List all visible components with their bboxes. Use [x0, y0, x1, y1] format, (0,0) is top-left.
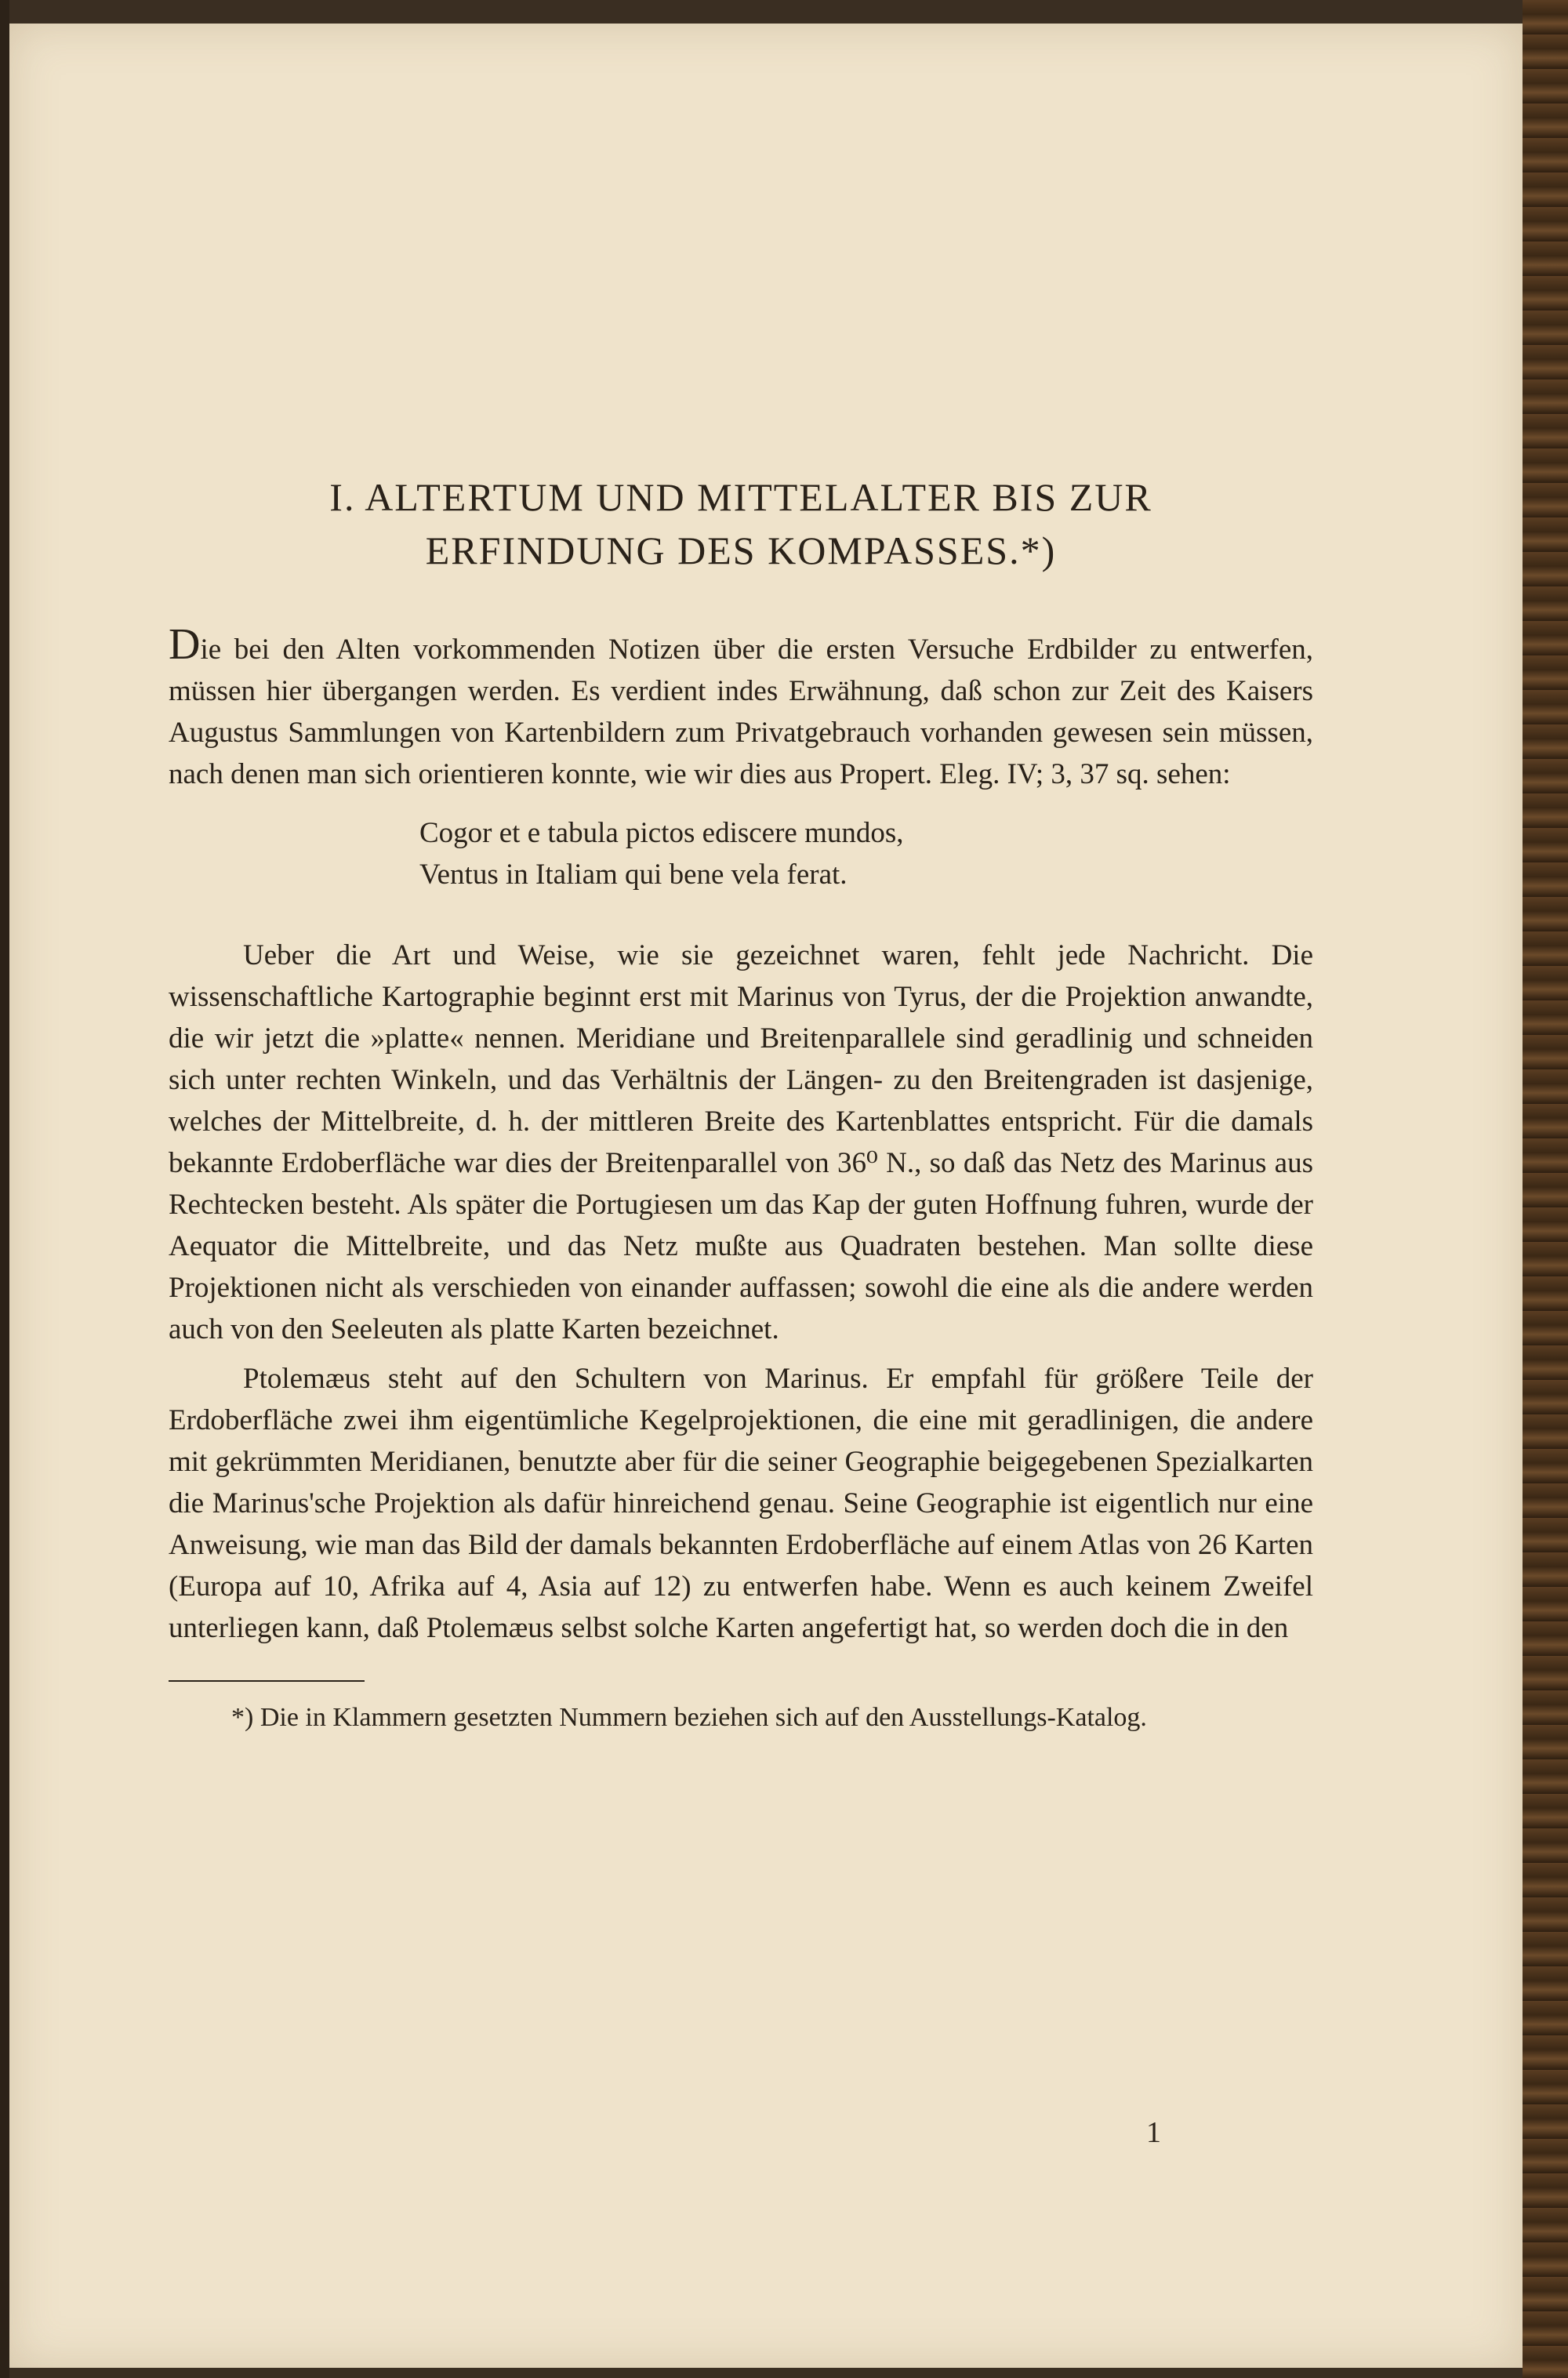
- heading-line-1: I. ALTERTUM UND MITTELALTER BIS ZUR: [329, 475, 1152, 519]
- page-number: 1: [1146, 2116, 1161, 2149]
- quote-line-2: Ventus in Italiam qui bene vela ferat.: [419, 859, 848, 891]
- left-edge: [0, 0, 9, 2378]
- book-binding: [1523, 0, 1568, 2378]
- footnote-rule: [169, 1680, 365, 1682]
- paragraph-1: [169, 620, 1313, 795]
- quote-line-1: Cogor et e tabula pictos ediscere mundos,: [419, 817, 904, 849]
- footnote: *) Die in Klammern gesetzten Nummern beziehen sich auf den Ausstellungs-Katalog.: [231, 1703, 1147, 1732]
- chapter-heading: [169, 470, 1313, 577]
- paragraph-2: Ueber die Art und Weise, wie sie gezeichnet waren, fehlt jede Nachricht. Die wissenschaftliche Kartographie beginnt erst mit Marinus von Tyrus, der die Projektion anwandte, die wir jetzt die »platte« nennen. Meridiane und Breitenparallele sind geradlinig und schneiden sich unter rechten Winkeln, und das Verhältnis der Längen- zu den Breitengraden ist dasjenige, welches der Mittelbreite, d. h. der mittleren Breite des Kartenblattes entspricht. Für die damals bekannte Erdoberfläche war dies der Breitenparallel von 36⁰ N., so daß das Netz des Marinus aus Rechtecken besteht. Als später die Portugiesen um das Kap der guten Hoffnung fuhren, wurde der Aequator die Mittelbreite, und das Netz mußte aus Quadraten bestehen. Man sollte diese Projektionen nicht als verschieden von einander auffassen; sowohl die eine als die andere werden auch von den Seeleuten als platte Karten bezeichnet.: [169, 939, 1313, 1345]
- drop-cap: D: [169, 620, 201, 669]
- latin-quote: [419, 812, 1313, 895]
- heading-line-2: ERFINDUNG DES KOMPASSES.*): [425, 528, 1057, 572]
- page-content: [169, 470, 1313, 1736]
- paragraph-3: Ptolemæus steht auf den Schultern von Marinus. Er empfahl für größere Teile der Erdoberfläche zwei ihm eigentümliche Kegelprojektionen, die eine mit geradlinigen, die andere mit gekrümmten Meridianen, benutzte aber für die seiner Geographie beigegebenen Spezialkarten die Marinus'sche Projektion als dafür hinreichend genau. Seine Geographie ist eigentlich nur eine Anweisung, wie man das Bild der damals bekannten Erdoberfläche auf einem Atlas von 26 Karten (Europa auf 10, Afrika auf 4, Asia auf 12) zu entwerfen habe. Wenn es auch keinem Zweifel unterliegen kann, daß Ptolemæus selbst solche Karten angefertigt hat, so werden doch die in den: [169, 1363, 1313, 1644]
- paragraph-1-text: ie bei den Alten vorkommenden Notizen über die ersten Versuche Erdbilder zu entwerfen, müssen hier übergangen werden. Es verdient indes Erwähnung, daß schon zur Zeit des Kaisers Augustus Sammlungen von Kartenbildern zum Privatgebrauch vorhanden gewesen sein müssen, nach denen man sich orientieren konnte, wie wir dies aus Propert. Eleg. IV; 3, 37 sq. sehen:: [169, 634, 1313, 790]
